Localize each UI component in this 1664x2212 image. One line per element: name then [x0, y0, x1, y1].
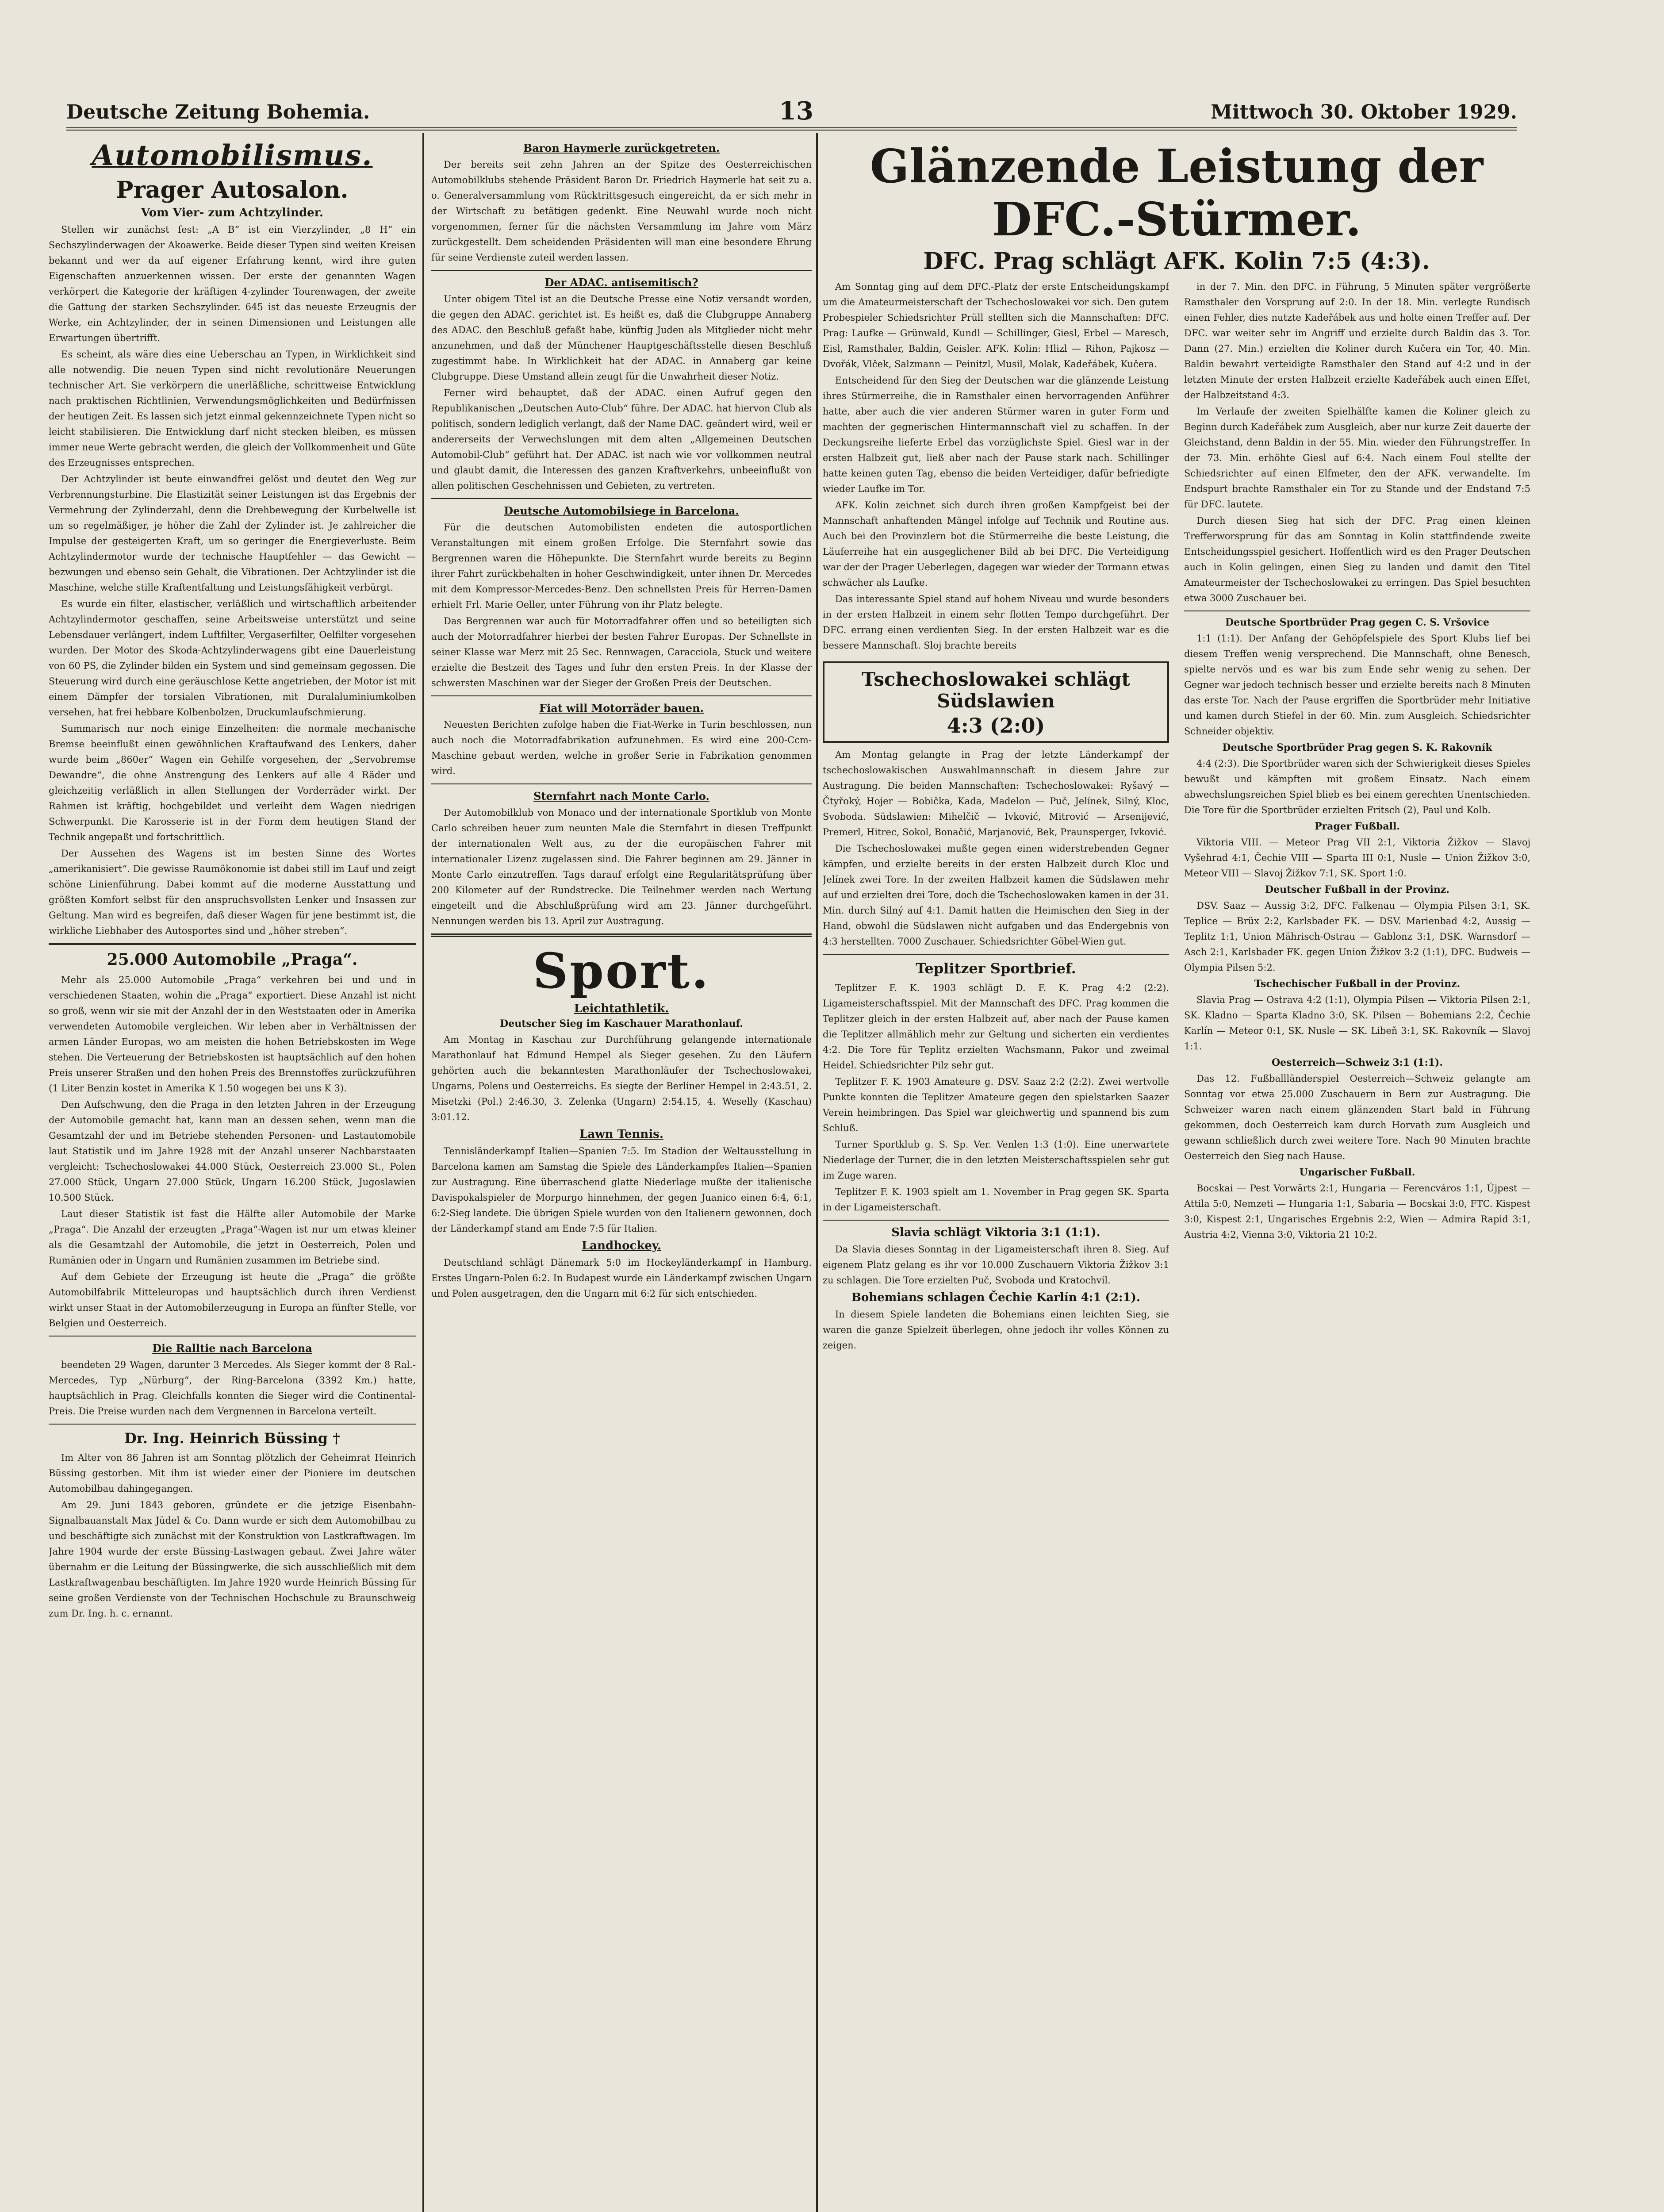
article-paragraph: Den Aufschwung, den die Praga in den letzten Jahren in der Erzeugung der Automobile gemacht hat, kann man an dessen sehen, wenn man die Gesamtzahl der und im Betriebe stehenden Personen- und Lastautomobile laut Statistik und im Jahre 1928 mit der Anzahl unserer Nachbarstaaten vergleicht: Tschechoslowakei 44.000 Stück, Oesterreich 23.000 St., Polen 27.000 Stück, Ungarn 27.000 Stück, Ungarn 16.200 Stück, Jugoslawien 10.500 Stück. — [49, 1099, 416, 1203]
article-paragraph: Im Alter von 86 Jahren ist am Sonntag plötzlich der Geheimrat Heinrich Büssing gestorben. Mit ihm ist wieder einer der Pioniere im deutschen Automobilbau dahingegangen. — [49, 1452, 416, 1494]
article-paragraph: Die Tschechoslowakei mußte gegen einen widerstrebenden Gegner kämpfen, und erzielte bereits in der ersten Halbzeit durch Kloc und Jelínek zwei Tore. In der zweiten Halbzeit kamen die Südslawen mehr auf und erzielten drei Tore, doch die Tschechoslowaken kamen in der 31. Min. durch Silný auf 4:1. Damit hatten die Heimischen den Sieg in der Hand, obwohl die Südslawen nicht aufgaben und das Endergebnis von 4:3 herstellten. 7000 Zuschauer. Schiedsrichter Göbel-Wien gut. — [823, 843, 1169, 947]
article-title: Deutsche Automobilsiege in Barcelona. — [504, 504, 739, 517]
article-divider — [49, 943, 416, 945]
article-title: Slavia schlägt Viktoria 3:1 (1:1). — [891, 1226, 1100, 1239]
article-paragraph: Stellen wir zunächst fest: „A B“ ist ein Vierzylinder, „8 H“ ein Sechszylinderwagen der Akoawerke. Beide dieser Typen sind weiten Kreisen bekannt und wer da auf eigener Erfahrung kennt, wird ihre guten Eigenschaften anzuerkennen wissen. Der erste der genannten Wagen verkörpert die Kategorie der kräftigen 4-zylinder Tourenwagen, der zweite die Gattung der starken Sechszylinder. 645 ist das neueste Erzeugnis der Werke, ein Achtzylinder, der in seinen Dimensionen und Leistungen alle Erwartungen übertrifft. — [49, 224, 416, 343]
article-paragraph: Neuesten Berichten zufolge haben die Fiat-Werke in Turin beschlossen, nun auch noch die Motorradfabrikation aufzunehmen. Es wird eine 200-Ccm-Maschine gebaut werden, welche in großer Serie in Fabrikation genommen wird. — [431, 719, 812, 776]
article-paragraph: Am 29. Juni 1843 geboren, gründete er die jetzige Eisenbahn-Signalbauanstalt Max Jüdel & Co. Dann wurde er sich dem Automobilbau zu und beschäftigte sich zunächst mit der Konstruktion von Lastkraftwagen. Im Jahre 1904 wurde der erste Büssing-Lastwagen gebaut. Zwei Jahre wäter übernahm er die Leitung der Büssingwerke, die sich ausschließlich mit dem Lastkraftwagenbau beschäftigten. Im Jahre 1920 wurde Heinrich Büssing für seine großen Verdienste von der Technischen Hochschule zu Braunschweig zum Dr. Ing. h. c. ernannt. — [49, 1500, 416, 1619]
article-paragraph: beendeten 29 Wagen, darunter 3 Mercedes. Als Sieger kommt der 8 Ral.-Mercedes, Typ „Nürburg“, der Ring-Barcelona (3392 Km.) hatte, hauptsächlich in Prag. Gleichfalls konnten die Sieger wird die Continental-Preis. Die Preise wurden nach dem Vergnennen in Barcelona verteilt. — [49, 1359, 416, 1417]
sport-section-title: Sport. — [533, 942, 710, 999]
article-title: Tschechoslowakei schlägt Südslawien — [861, 668, 1131, 712]
football-report — [823, 279, 1530, 1354]
column-football — [823, 137, 1530, 1354]
issue-date: Mittwoch 30. Oktober 1929. — [1211, 101, 1517, 123]
article-paragraph: Das interessante Spiel stand auf hohem Niveau und wurde besonders in der ersten Halbzeit in einem sehr flotten Tempo durchgeführt. Der DFC. errang einen verdienten Sieg. In der ersten Halbzeit war es die bessere Mannschaft. Sloj brachte bereits — [823, 594, 1169, 651]
article-paragraph: Deutschland schlägt Dänemark 5:0 im Hockeyländerkampf in Hamburg. Erstes Ungarn-Polen 6:2. In Budapest wurde ein Länderkampf zwischen Ungarn und Polen ausgetragen, den die Ungarn mit 6:2 für sich entschieden. — [431, 1257, 812, 1299]
article-title: Bohemians schlagen Čechie Karlín 4:1 (2:1). — [851, 1291, 1140, 1304]
match-score: 4:3 (2:0) — [947, 714, 1045, 737]
article-paragraph: Turner Sportklub g. S. Sp. Ver. Venlen 1:3 (1:0). Eine unerwartete Niederlage der Turner, die in den letzten Meisterschaftsspielen sehr gut im Zuge waren. — [823, 1139, 1169, 1181]
match-box — [823, 661, 1169, 743]
article-title: Der ADAC. antisemitisch? — [544, 276, 698, 289]
section-divider — [431, 933, 812, 937]
article-paragraph: Unter obigem Titel ist an die Deutsche Presse eine Notiz versandt worden, die gegen den ADAC. gerichtet ist. Es heißt es, daß die Clubgruppe Annaberg des ADAC. den Beschluß gefaßt habe, künftig Juden als Mitglieder nicht mehr anzunehmen, und daß der Münchener Hauptgeschäftsstelle diesen Beschluß zugestimmt habe. In Wirklichkeit hat der ADAC. in Annaberg gar keine Clubgruppe. Diese Umstand allein zeugt für die Unwahrheit dieser Notiz. — [431, 294, 812, 382]
article-title: Fiat will Motorräder bauen. — [539, 702, 704, 714]
article-title: Prager Fußball. — [1315, 821, 1400, 832]
column-divider — [422, 133, 424, 2212]
article-paragraph: Viktoria VIII. — Meteor Prag VII 2:1, Viktoria Žižkov — Slavoj Vyšehrad 4:1, Čechie VIII — Sparta III 0:1, Nusle — Union Žižkov 3:0, Meteor VIII — Slavoj Žižkov 7:1, SK. Sport 1:0. — [1184, 837, 1530, 879]
article-paragraph: Der bereits seit zehn Jahren an der Spitze des Oesterreichischen Automobilklubs stehende Präsident Baron Dr. Friedrich Haymerle hat seit zu a. o. Generalversammlung vom Rücktrittsgesuch eingereicht, da er sich mehr in der Wirtschaft zu betätigen gedenkt. Eine Neuwahl wurde noch nicht vorgenommen, ferner für die nächsten Versammlung im Jahre vom März zurückgestellt. Dem scheidenden Präsidenten will man eine besondere Ehrung für seine Verdienste zuteil werden lassen. — [431, 159, 812, 263]
article-divider — [431, 783, 812, 784]
article-paragraph: 1:1 (1:1). Der Anfang der Gehöpfelspiele des Sport Klubs lief bei diesem Treffen wenig versprechend. Die Mannschaft, ohne Benesch, spielte nervös und es war bis zum Ende sehr wenig zu sehen. Der Gegner war jedoch technisch besser und erzielte bereits nach 8 Minuten das erste Tor. Nach der Pause ergriffen die Sportbrüder mehr Initiative und kamen durch Stiefel in der 60. Min. zum Ausgleich. Schiedsrichter Schneider objektiv. — [1184, 633, 1530, 737]
article-paragraph: Auf dem Gebiete der Erzeugung ist heute die „Praga“ die größte Automobilfabrik Mitteleuropas und hauptsächlich durch ihren Verdienst wirkt unser Staat in der Automobilerzeugung in Europa an fünfter Stelle, vor Belgien und Oesterreich. — [49, 1271, 416, 1329]
sport-category: Landhockey. — [581, 1239, 662, 1252]
article-title: Teplitzer Sportbrief. — [916, 960, 1076, 977]
article-paragraph: Es scheint, als wäre dies eine Ueberschau an Typen, in Wirklichkeit sind alle notwendig. Die neuen Typen sind nicht revolutionäre Neuerungen technischer Art. Sie verkörpern die unerläßliche, schrittweise Entwicklung nach praktischen Richtlinien, Verwendungsmöglichkeiten und Bedürfnissen der heutigen Zeit. Es lassen sich jetzt einmal gekennzeichnete Typen nicht so leicht stabilisieren. Die Entwicklung darf nicht stecken bleiben, es müssen immer neue Werte gebracht werden, die gleich der Vollkommenheit und Güte des Erzeugnisses entsprechen. — [49, 349, 416, 468]
article-paragraph: Teplitzer F. K. 1903 spielt am 1. November in Prag gegen SK. Sparta in der Ligameisterschaft. — [823, 1187, 1169, 1213]
article-paragraph: Durch diesen Sieg hat sich der DFC. Prag einen kleinen Trefferworsprung für das am Sonntag in Kolin stattfindende zweite Entscheidungsspiel gesichert. Hoffentlich wird es den Prager Deutschen auch in Kolin gelingen, einen Sieg zu landen und damit den Titel Amateurmeister der Tschechoslowakei zu erringen. Das Spiel besuchten etwa 3000 Zuschauer bei. — [1184, 515, 1530, 603]
sport-category: Lawn Tennis. — [579, 1128, 663, 1141]
masthead — [66, 96, 1517, 131]
article-title: Sternfahrt nach Monte Carlo. — [533, 790, 709, 803]
article-paragraph: Im Verlaufe der zweiten Spielhälfte kamen die Koliner gleich zu Beginn durch Kadeřábek zum Ausgleich, aber nur kurze Zeit dauerte der Gleichstand, denn Baldin in der 55. Min. wieder den Führungstreffer. In der 73. Min. erhöhte Giesl auf 6:4. Nach einem Foul stellte der Schiedsrichter auf einen Elfmeter, den der AFK. verwandelte. Im Endspurt brachte Ramsthaler ein Tor zu Stande und der Endstand 7:5 für DFC. lautete. — [1184, 406, 1530, 510]
column-divider — [816, 133, 818, 2212]
article-paragraph: Bocskai — Pest Vorwärts 2:1, Hungaria — Ferencváros 1:1, Újpest — Attila 5:0, Nemzeti — Hungaria 1:1, Sabaria — Bocskai 3:0, FTC. Kispest 3:0, Kispest 2:1, Ungarisches Ergebnis 2:2, Wien — Admira Rapid 3:1, Austria 4:2, Vienna 3:0, Viktoria 21 10:2. — [1184, 1183, 1530, 1240]
article-title: Ungarischer Fußball. — [1299, 1167, 1415, 1178]
article-divider — [431, 695, 812, 696]
page-number: 13 — [779, 96, 813, 126]
article-title: Die Ralltie nach Barcelona — [152, 1342, 312, 1355]
article-paragraph: Der Aussehen des Wagens ist im besten Sinne des Wortes „amerikanisiert“. Die gewisse Raumökonomie ist dabei still im Lauf und zeigt schöne Linienführung. Dabei kommt auf die moderne Ausstattung und größten Komfort selbst für den anspruchsvollsten Lenker und Insassen zur Geltung. Man wird es begreifen, daß dieser Wagen für jene bestimmt ist, die wirkliche Liebhaber des Autosportes sind und „höher streben“. — [49, 848, 416, 936]
article-divider — [823, 1220, 1169, 1221]
article-title: Tschechischer Fußball in der Provinz. — [1254, 978, 1461, 990]
article-paragraph: Tennisländerkampf Italien—Spanien 7:5. Im Stadion der Weltausstellung in Barcelona kamen am Samstag die Spiele des Länderkampfes Italien—Spanien zur Austragung. Eine überraschend glatte Niederlage mußte der italienische Davispokalspieler de Morpurgo hinnehmen, der gegen Juanico einen 6:4, 6:1, 6:2-Sieg landete. Die übrigen Spiele wurden von den Italienern gewonnen, doch der Länderkampf stand am Ende 7:5 für Italien. — [431, 1146, 812, 1234]
article-paragraph: 4:4 (2:3). Die Sportbrüder waren sich der Schwierigkeit dieses Spieles bewußt und kämpften mit großem Einsatz. Nach einem abwechslungsreichen Spiel blieb es bei einem gerechten Unentschieden. Die Tore für die Sportbrüder erzielten Fritsch (2), Paul und Kolb. — [1184, 758, 1530, 815]
article-paragraph: Das 12. Fußballländerspiel Oesterreich—Schweiz gelangte am Sonntag vor etwa 25.000 Zuschauern in Bern zur Austragung. Die Schweizer waren nach einem glänzenden Start bald in Führung gekommen, doch Oesterreich kam durch Horvath zum Ausgleich und gewann schließlich durch zwei weitere Tore. Nach 90 Minuten brachte Oesterreich den Sieg nach Hause. — [1184, 1073, 1530, 1161]
section-title: Automobilismus. — [92, 139, 373, 172]
article-paragraph: Teplitzer F. K. 1903 Amateure g. DSV. Saaz 2:2 (2:2). Zwei wertvolle Punkte konnten die Teplitzer Amateure gegen den spielstarken Saazer Verein heimbringen. Das Spiel war gleichwertig und spannend bis zum Schluß. — [823, 1076, 1169, 1133]
article-title: Deutscher Fußball in der Provinz. — [1265, 884, 1449, 895]
article-paragraph: Der Automobilklub von Monaco und der internationale Sportklub von Monte Carlo schreiben heuer zum neunten Male die Sternfahrt in diesen Treffpunkt der internationalen Welt aus, zu der die europäischen Fahrer mit internationaler Lizenz zugelassen sind. Die Fahrer beginnen am 29. Jänner in Monte Carlo einzutreffen. Tags darauf erfolgt eine Regularitätsprüfung über 200 Kilometer auf der Rundstrecke. Die Teilnehmer werden nach Wertung eingeteilt und die Abschlußprüfung wird am 23. Jänner durchgeführt. Nennungen werden bis 13. April zur Austragung. — [431, 807, 812, 926]
report-left-column — [823, 279, 1169, 1354]
article-title: Prager Autosalon. — [116, 177, 349, 204]
article-paragraph: Teplitzer F. K. 1903 schlägt D. F. K. Prag 4:2 (2:2). Ligameisterschaftsspiel. Mit der Mannschaft des DFC. Prag kommen die Teplitzer gleich in der ersten Halbzeit auf, aber nach der Pause kamen die Teplitzer allmählich mehr zur Geltung und sicherten ein verdientes 4:2. Die Tore für Teplitz erzielten Wachsmann, Pakor und zweimal Heidel. Schiedsrichter Pilz sehr gut. — [823, 983, 1169, 1071]
sport-category: Leichtathletik. — [574, 1002, 669, 1015]
article-paragraph: Am Montag gelangte in Prag der letzte Länderkampf der tschechoslowakischen Auswahlmannschaft in diesem Jahre zur Austragung. Die beiden Mannschaften: Tschechoslowakei: Ryšavý — Čtyřoký, Hojer — Bobička, Kada, Madelon — Puč, Jelínek, Silný, Kloc, Svoboda. Südslawien: Mihelčič — Ivković, Mitrović — Arsenijević, Premerl, Hitrec, Sokol, Bonačić, Marjanović, Bek, Praunsperger, Ivković. — [823, 749, 1169, 837]
article-paragraph: DSV. Saaz — Aussig 3:2, DFC. Falkenau — Olympia Pilsen 3:1, SK. Teplice — Brüx 2:2, Karlsbader FK. — DSV. Marienbad 4:2, Aussig — Teplitz 1:1, Union Mährisch-Ostrau — Gablonz 3:1, DSK. Warnsdorf — Asch 2:1, Karlsbader FK. gegen Union Žižkov 3:2 (1:1), DFC. Budweis — Olympia Pilsen 5:2. — [1184, 900, 1530, 973]
main-subheadline: DFC. Prag schlägt AFK. Kolin 7:5 (4:3). — [923, 248, 1430, 275]
article-title: Deutscher Sieg im Kaschauer Marathonlauf. — [500, 1018, 743, 1029]
article-paragraph: Das Bergrennen war auch für Motorradfahrer offen und so beteiligten sich auch der Motorradfahrer hierbei der besten Fahrer Europas. Der Schnellste in seiner Klasse war Merz mit 25 Sec. Rennwagen, Caracciola, Stuck und weitere erzielte die Bestzeit des Tages und fuhr den ersten Preis. In der Klasse der schwersten Maschinen war der Sieger der Großen Preis der Deutschen. — [431, 616, 812, 688]
article-title: Baron Haymerle zurückgetreten. — [523, 142, 720, 154]
column-automobilismus — [49, 137, 416, 1622]
newspaper-name: Deutsche Zeitung Bohemia. — [66, 101, 370, 123]
article-title: 25.000 Automobile „Praga“. — [107, 950, 358, 969]
article-paragraph: Am Sonntag ging auf dem DFC.-Platz der erste Entscheidungskampf um die Amateurmeisterschaft der Tschechoslowakei vor sich. Den gutem Probespieler Schiedsrichter Prüll stellten sich die Mannschaften: DFC. Prag: Laufke — Grünwald, Kundl — Schillinger, Giesl, Erbel — Maresch, Eisl, Ramsthaler, Baldin, Geisler. AFK. Kolin: Hlizl — Rihon, Pajkosz — Dvořák, Vlček, Salzmann — Peinitzl, Musil, Molak, Kadeřábek, Kučera. — [823, 281, 1169, 369]
article-paragraph: AFK. Kolin zeichnet sich durch ihren großen Kampfgeist bei der Mannschaft anhaftenden Mängel infolge auf Technik und Routine aus. Auch bei den Provinzlern bot die Stürmerreihe die beste Leistung, die Läuferreihe hat ein ausgeglichener Bild ab bei DFC. Die Verteidigung war der der Prager Ueberlegen, dagegen war wieder der Tormann etwas schwächer als Laufke. — [823, 500, 1169, 588]
article-paragraph: Für die deutschen Automobilisten endeten die autosportlichen Veranstaltungen mit einem großen Erfolge. Die Sternfahrt sowie das Bergrennen waren die Höhepunkte. Die Sternfahrt wurde bereits zu Beginn ihrer Fahrt zurückbehalten in hoher Geschwindigkeit, unter ihnen Dr. Mercedes mit dem Kompressor-Mercedes-Benz. Den schnellsten Preis für Herren-Damen erhielt Frl. Marie Oeller, unter Führung von ihr Platz belegte. — [431, 522, 812, 610]
article-paragraph: Am Montag in Kaschau zur Durchführung gelangende internationale Marathonlauf hat Edmund Hempel als Sieger gesehen. Zu den Läufern gehörten auch die bekanntesten Marathonläufer der Tschechoslowakei, Ungarns, Polens und Oesterreichs. Es siegte der Berliner Hempel in 2:43.51, 2. Misetzki (Pol.) 2:46.30, 3. Zelenka (Ungarn) 2:54.15, 4. Weselly (Kaschau) 3:01.12. — [431, 1034, 812, 1122]
article-paragraph: Slavia Prag — Ostrava 4:2 (1:1), Olympia Pilsen — Viktoria Pilsen 2:1, SK. Kladno — Sparta Kladno 3:0, SK. Pilsen — Bohemians 2:2, Čechie Karlín — Meteor 0:1, SK. Nusle — SK. Libeň 3:1, SK. Rakovník — Slavoj 1:1. — [1184, 995, 1530, 1052]
main-headline: Glänzende Leistung der DFC.-Stürmer. — [870, 139, 1484, 246]
article-title: Dr. Ing. Heinrich Büssing † — [124, 1430, 340, 1447]
article-subtitle: Vom Vier- zum Achtzylinder. — [141, 206, 324, 219]
article-paragraph: Laut dieser Statistik ist fast die Hälfte aller Automobile der Marke „Praga“. Die Anzahl der erzeugten „Praga“-Wagen ist nur um etwas kleiner als die Gesamtzahl der Automobile, die jetzt in Oesterreich, Polen und Rumänien oder in Ungarn und Rumänien zusammen im Betriebe sind. — [49, 1209, 416, 1266]
report-right-column — [1184, 279, 1530, 1354]
article-divider — [431, 270, 812, 271]
article-title: Deutsche Sportbrüder Prag gegen C. S. Vršovice — [1225, 617, 1489, 628]
article-paragraph: In diesem Spiele landeten die Bohemians einen leichten Sieg, sie waren die ganze Spielzeit überlegen, ohne jedoch ihr volles Können zu zeigen. — [823, 1309, 1169, 1351]
article-paragraph: Da Slavia dieses Sonntag in der Ligameisterschaft ihren 8. Sieg. Auf eigenem Platz gelang es ihr vor 10.000 Zuschauern Viktoria Žižkov 3:1 zu schlagen. Die Tore erzielten Puč, Svoboda und Kratochvíl. — [823, 1244, 1169, 1286]
article-divider — [431, 498, 812, 499]
article-paragraph: Mehr als 25.000 Automobile „Praga“ verkehren bei und und in verschiedenen Staaten, wohin die „Praga“ exportiert. Diese Anzahl ist nicht so groß, wenn wir sie mit der Anzahl der in den Weststaaten oder in Amerika verwendeten Automobile vergleichen. Wir leben aber in Verhältnissen der armen Länder Europas, wo am meisten die hohen Betriebskosten im Wege stehen. Die Verteuerung der Betriebskosten ist hauptsächlich auf den hohen Preis unserer Straßen und den hohen Preis des Brennstoffes zurückzuführen (1 Liter Benzin kostet in Amerika K 1.50 wogegen bei uns K 3). — [49, 975, 416, 1094]
article-paragraph: in der 7. Min. den DFC. in Führung, 5 Minuten später vergrößerte Ramsthaler den Vorsprung auf 2:0. In der 18. Min. verlegte Rundisch einen Fehler, dies nutzte Kadeřábek aus und holte einen Treffer auf. Der DFC. war weiter sehr im Angriff und erzielte durch Baldin das 3. Tor. Dann (27. Min.) erzielten die Koliner durch Kučera ein Tor, 40. Min. Baldin bewahrt verteidigte Ramsthaler den Stand auf 4:2 und in der letzten Minute der ersten Halbzeit erzielte Kadeřábek auch einen Effet, der Halbzeitstand 4:3. — [1184, 281, 1530, 400]
article-paragraph: Es wurde ein filter, elastischer, verläßlich und wirtschaftlich arbeitender Achtzylindermotor geschaffen, seine Arbeitsweise unterstützt und seine Lebensdauer verlängert, indem Luftfilter, Vergaserfilter, Oelfilter vorgesehen wurden. Der Motor des Skoda-Achtzylinderwagens gibt eine Dauerleistung von 60 PS, die Zylinder bilden ein System und sind gemeinsam gegossen. Die Steuerung wird durch eine geräuschlose Kette angetrieben, der Motor ist mit einem Dämpfer der torsialen Vibrationen, mit Duralaluminiumkolben versehen, hat frei hebbare Kolbenbolzen, Druckumlaufschmierung. — [49, 599, 416, 718]
article-paragraph: Der Achtzylinder ist beute einwandfrei gelöst und deutet den Weg zur Verbrennungsturbine. Die Elastizität seiner Leistungen ist das Ergebnis der Vermehrung der Zylinderzahl, denn die Drehbewegung der Kurbelwelle ist um so regelmäßiger, je höher die Zahl der Zylinder ist. Je zahlreicher die Impulse der gesteigerten Kraft, um so geringer die Energieverluste. Beim Achtzylindermotor wurde der technische Hauptfehler — das Gewicht — bezwungen und ebenso sein Gehalt, die Vibrationen. Der Achtzylinder ist die Maschine, welche stille Kraftentfaltung und Leistungsfähigkeit verbürgt. — [49, 474, 416, 593]
article-paragraph: Ferner wird behauptet, daß der ADAC. einen Aufruf gegen den Republikanischen „Deutschen Auto-Club“ führe. Der ADAC. hat hiervon Club als politisch, sondern lediglich verlangt, daß der Name DAC. geändert wird, weil er andererseits der Verwechslungen mit dem alten „Allgemeinen Deutschen Automobil-Club“ geführt hat. Der ADAC. ist nach wie vor vollkommen neutral und glaubt damit, die Interessen des ganzen Kraftverkehrs, unbeeinflußt von allen politischen Geschehnissen und Gebieten, zu vertreten. — [431, 388, 812, 491]
column-autonews-sport — [431, 137, 812, 1302]
article-paragraph: Summarisch nur noch einige Einzelheiten: die normale mechanische Bremse beeinflußt einen gewöhnlichen Kraftaufwand des Lenkers, daher wurde beim „860er“ Wagen ein Gehilfe vorgesehen, der „Servobremse Dewandre“, die ohne Anstrengung des Lenkers auf alle 4 Räder und gleichzeitig verläßlich in allen Stellungen der Vorderräder wirkt. Der Rahmen ist kräftig, hochgebildet und verleiht dem Wagen niedrigen Schwerpunkt. Die Karosserie ist in der Form dem heutigen Stand der Technik angepaßt und fortschrittlich. — [49, 723, 416, 842]
article-title: Oesterreich—Schweiz 3:1 (1:1). — [1272, 1057, 1443, 1068]
article-title: Deutsche Sportbrüder Prag gegen S. K. Rakovník — [1222, 742, 1492, 753]
article-divider — [823, 954, 1169, 955]
article-divider — [49, 1424, 416, 1425]
article-paragraph: Entscheidend für den Sieg der Deutschen war die glänzende Leistung ihres Stürmerreihe, die in Ramsthaler einen hervorragenden Anführer hatte, aber auch die vier anderen Stürmer waren in guter Form und machten der gegnerischen Hintermannschaft viel zu schaffen. In der Deckungsreihe lieferte Erbel das vorzüglichste Spiel. Giesl war in der ersten Halbzeit gut, ließ aber nach der Pause stark nach. Schillinger hatte keinen guten Tag, ebenso die beiden Verteidiger, dafür befriedigte wieder Laufke im Tor. — [823, 375, 1169, 494]
